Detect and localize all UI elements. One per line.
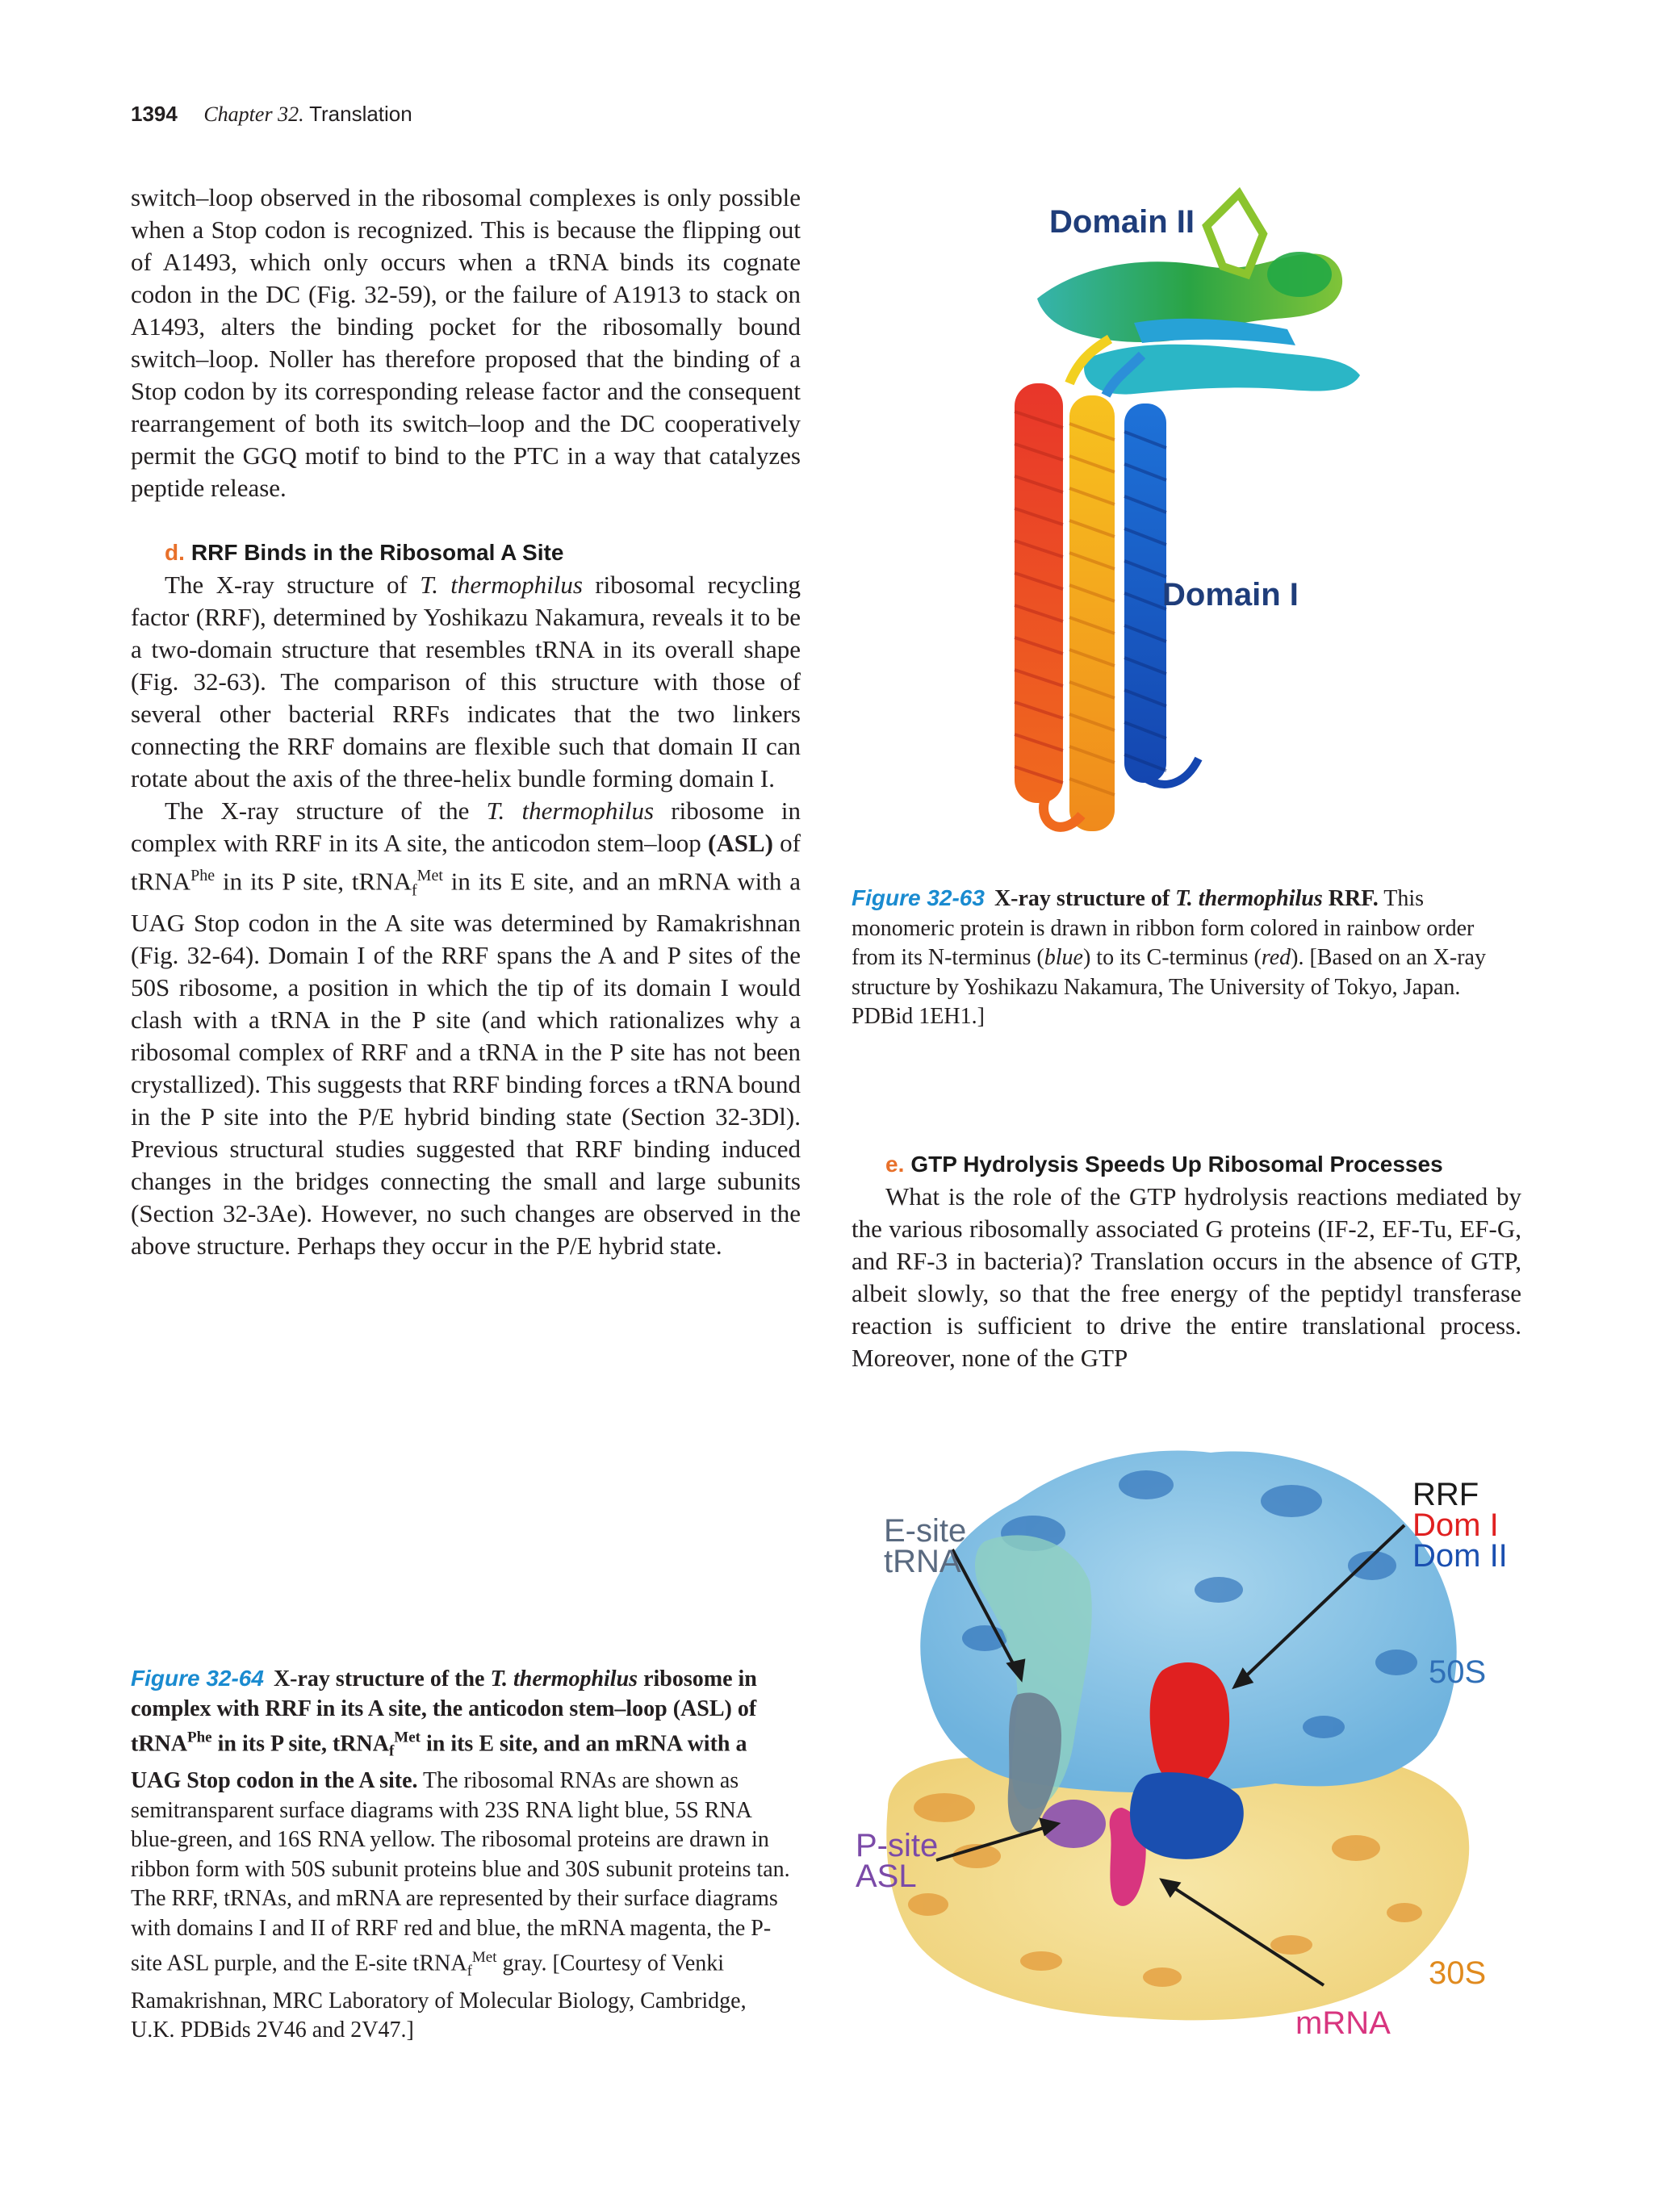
figure-number: Figure 32-64 — [131, 1666, 264, 1691]
label-dom1: Dom I — [1412, 1507, 1499, 1543]
label-30s: 30S — [1429, 1955, 1487, 1991]
ribosome-illustration — [839, 1428, 1534, 2050]
label-50s: 50S — [1429, 1654, 1487, 1690]
chapter-title: Translation — [309, 102, 412, 126]
running-head — [131, 102, 412, 127]
label-domain-i: Domain I — [1162, 577, 1299, 613]
figure-number: Figure 32-63 — [852, 885, 985, 910]
paragraph-rrf-structure: The X-ray structure of T. thermophilus ribosomal recycling factor (RRF), determined by Yoshikazu Nakamura, reveals it to be a two-domain structure that resembles tRNA in its overall shape (Fig. 32-63). The comparison of this structure with those of several other bacterial RRFs indicates that the two linkers connecting the RRF domains are flexible such that domain II can rotate about the axis of the three-helix bundle forming domain I. — [131, 571, 801, 792]
right-column — [852, 1148, 1521, 1374]
figure-32-63-caption: Figure 32-63 X-ray structure of T. thermophilus RRF. This monomeric protein is drawn in ribbon form colored in rainbow order from its N-terminus (blue) to its C-terminus (red). [Based on an X-ray structure by Yoshikazu Nakamura, The University of Tokyo, Japan. PDBid 1EH1.] — [852, 885, 1486, 1029]
figure-32-64-image — [839, 1428, 1534, 2050]
label-domain-ii: Domain II — [1049, 204, 1195, 240]
label-trna: tRNA — [884, 1544, 961, 1579]
label-dom2: Dom II — [1412, 1538, 1508, 1574]
figure-32-63-image — [940, 178, 1392, 872]
label-psite: P-site — [856, 1828, 939, 1863]
left-column — [131, 182, 801, 1262]
paragraph-switch-loop: switch–loop observed in the ribosomal complexes is only possible when a Stop codon is recognized. This is because the flipping out of A1493, which only occurs when a tRNA binds its cognate codon in the DC (Fig. 32-59), or the failure of A1913 to stack on A1493, alters the binding pocket for the ribosomally bound switch–loop. Noller has therefore proposed that the binding of a Stop codon by its corresponding release factor and the consequent rearrangement of both its switch–loop and the DC cooperatively permit the GGQ motif to bind to the PTC in a way that catalyzes peptide release. — [131, 183, 801, 502]
helix-orange — [1069, 395, 1115, 831]
section-title: GTP Hydrolysis Speeds Up Ribosomal Processes — [910, 1152, 1443, 1177]
label-esite: E-site — [884, 1513, 967, 1549]
figure-32-64-caption: Figure 32-64 X-ray structure of the T. thermophilus ribosome in complex with RRF in its A site, the anticodon stem–loop (ASL) of tRNA$^{Phe}$ in its P site, tRNA$_f^{Met}$ in its E site, and an mRNA with a UAG Stop codon in the A site. The ribosomal RNAs are shown as semitransparent surface diagrams with 23S RNA light blue, 5S RNA blue-green, and 16S RNA yellow. The ribosomal proteins are drawn in ribbon form with 50S subunit proteins blue and 30S subunit proteins tan. The RRF, tRNAs, and mRNA are represented by their surface diagrams with domains I and II of RRF red and blue, the mRNA magenta, the P-site ASL purple, and the E-site tRNA$_f^{Met}$ gray. [Courtesy of Venki Ramakrishnan, MRC Laboratory of Molecular Biology, Cambridge, U.K. PDBids 2V46 and 2V47.] — [131, 1666, 790, 2043]
helix-red — [1015, 383, 1063, 803]
paragraph-gtp-hydrolysis: What is the role of the GTP hydrolysis reactions mediated by the various ribosomally associated G proteins (IF-2, EF-Tu, EF-G, and RF-3 in bacteria)? Translation occurs in the absence of GTP, albeit slowly, so that the free energy of the peptidyl transferase reaction is sufficient to drive the entire translational process. Moreover, none of the GTP — [852, 1182, 1521, 1372]
section-heading-e — [852, 1148, 1521, 1181]
section-letter: e. — [885, 1152, 905, 1177]
rrf-ribbon-illustration — [940, 178, 1392, 872]
page-number: 1394 — [131, 102, 178, 126]
paragraph-ribosome-complex: The X-ray structure of the T. thermophilus ribosome in complex with RRF in its A site, the anticodon stem–loop (ASL) of tRNA$^{Phe}$ in its P site, tRNA$_f^{Met}$ in its E site, and an mRNA with a UAG Stop codon in the A site was determined by Ramakrishnan (Fig. 32-64). Domain I of the RRF spans the A and P sites of the 50S ribosome, a position in which the tip of its domain I would clash with a tRNA in the P site (and which rationalizes why a ribosomal complex of RRF and a tRNA in the P site has not been crystallized). This suggests that RRF binding forces a tRNA bound in the P site into the P/E hybrid binding state (Section 32-3Dl). Previous structural studies suggested that RRF binding induced changes in the bridges connecting the small and large subunits (Section 32-3Ae). However, no such changes are observed in the above structure. Perhaps they occur in the P/E hybrid state. — [131, 797, 801, 1260]
section-letter: d. — [165, 540, 185, 565]
section-title: RRF Binds in the Ribosomal A Site — [190, 540, 564, 565]
chapter-label: Chapter 32. — [203, 102, 304, 126]
label-asl: ASL — [856, 1859, 917, 1894]
label-mrna: mRNA — [1295, 2005, 1391, 2041]
label-rrf: RRF — [1412, 1477, 1479, 1512]
section-heading-d — [131, 537, 801, 569]
